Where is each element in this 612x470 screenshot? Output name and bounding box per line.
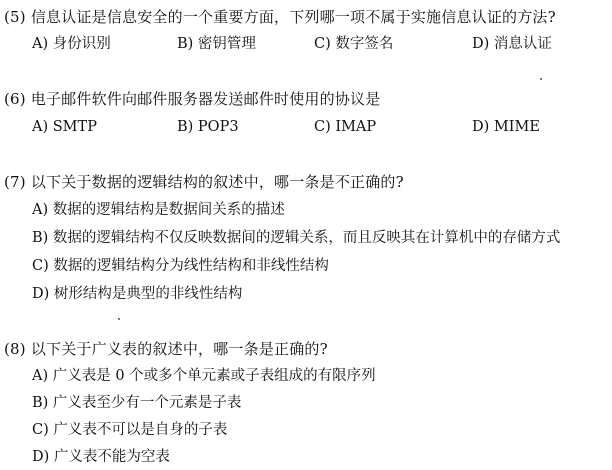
question-5-stem: (5) 信息认证是信息安全的一个重要方面，下列哪一项不属于实施信息认证的方法?	[4, 8, 556, 26]
question-5-option-a: A) 身份识别	[32, 36, 111, 52]
question-7-option-d: D) 树形结构是典型的非线性结构	[32, 286, 243, 302]
question-8-option-a: A) 广义表是 0 个或多个单元素或子表组成的有限序列	[32, 368, 376, 384]
question-6-option-d: D) MIME	[472, 119, 540, 135]
question-8-stem: (8) 以下关于广义表的叙述中，哪一条是正确的?	[4, 340, 328, 358]
question-5-option-c: C) 数字签名	[314, 36, 394, 52]
question-7-option-b: B) 数据的逻辑结构不仅反映数据间的逻辑关系，而且反映其在计算机中的存储方式	[32, 230, 561, 246]
question-7-option-c: C) 数据的逻辑结构分为线性结构和非线性结构	[32, 258, 329, 274]
question-5-option-b: B) 密钥管理	[177, 36, 256, 52]
scan-speck	[118, 318, 120, 320]
question-8-option-d: D) 广义表不能为空表	[32, 449, 170, 465]
question-6-option-b: B) POP3	[177, 119, 239, 135]
question-6-option-c: C) IMAP	[314, 119, 377, 135]
question-7-stem: (7) 以下关于数据的逻辑结构的叙述中，哪一条是不正确的?	[4, 173, 404, 191]
question-6-option-a: A) SMTP	[32, 119, 97, 135]
question-8-option-b: B) 广义表至少有一个元素是子表	[32, 395, 242, 411]
question-8-option-c: C) 广义表不可以是自身的子表	[32, 422, 228, 438]
question-6-stem: (6) 电子邮件软件向邮件服务器发送邮件时使用的协议是	[4, 90, 381, 108]
scan-speck	[540, 78, 542, 80]
question-7-option-a: A) 数据的逻辑结构是数据间关系的描述	[32, 202, 285, 218]
question-5-option-d: D) 消息认证	[472, 36, 552, 52]
